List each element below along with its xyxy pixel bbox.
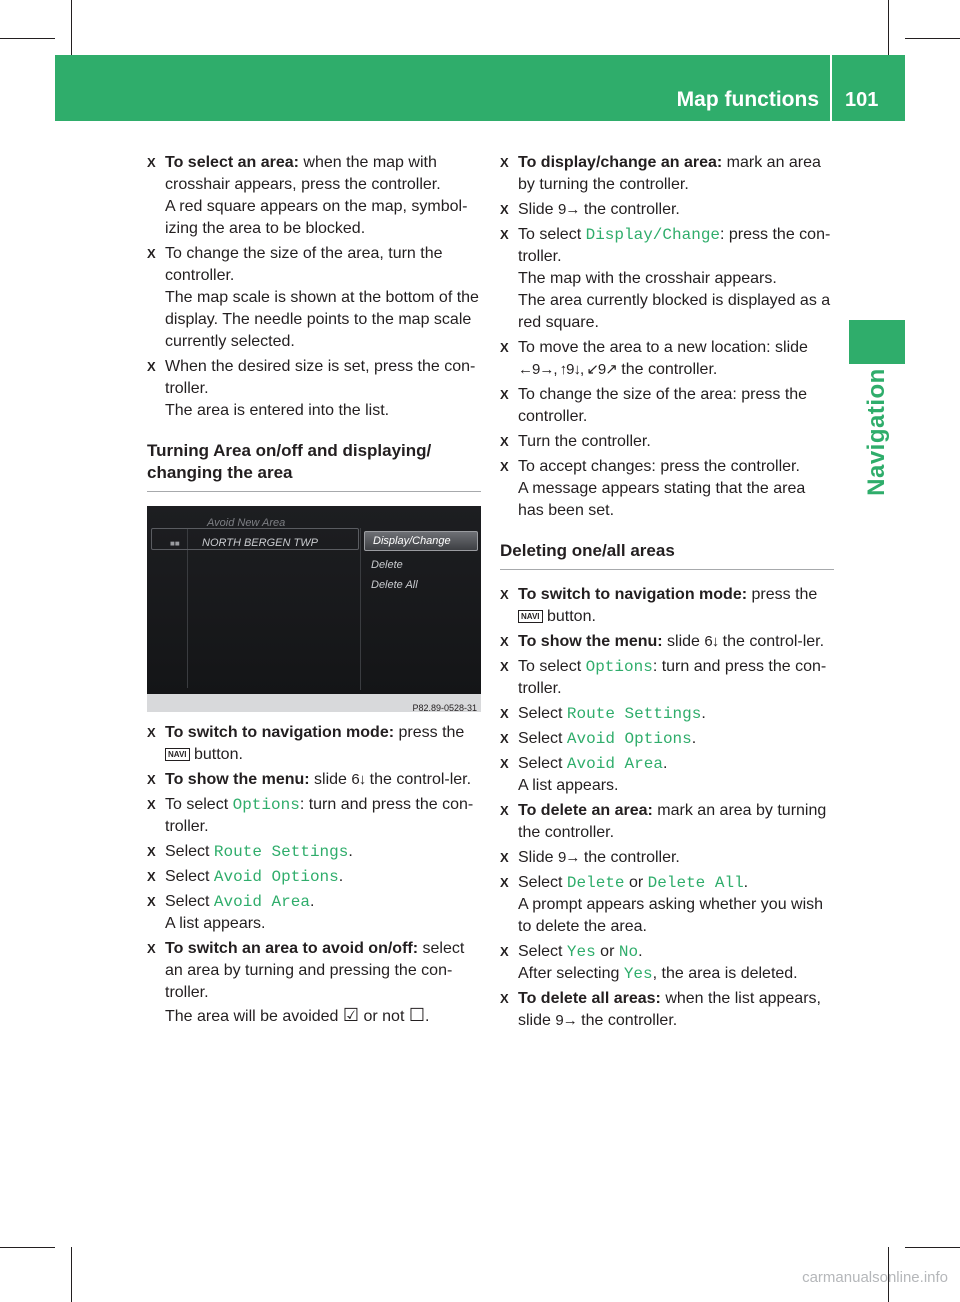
step-note: A prompt appears asking whether you wish to delete the area.	[518, 896, 824, 935]
step-text: To select	[518, 226, 586, 243]
menu-term: Yes	[623, 965, 653, 983]
step-marker: X	[500, 340, 509, 355]
menu-term: Route Settings	[213, 843, 349, 861]
step-marker: X	[500, 434, 509, 449]
list-item	[147, 794, 481, 838]
step-marker: X	[147, 155, 156, 170]
crop-mark	[905, 1247, 960, 1248]
step-note: A list appears.	[518, 777, 619, 794]
menu-term: Delete	[566, 874, 625, 892]
list-item	[147, 866, 481, 888]
step-text: To move the area to a new location: slide	[518, 339, 808, 356]
step-note: A red square appears on the map, symbol-izing the area to be blocked.	[165, 198, 468, 237]
list-item	[147, 769, 481, 791]
list-item	[147, 243, 481, 353]
navi-key-icon: NAVI	[165, 748, 190, 761]
step-text: : turn and press the con-troller.	[165, 796, 474, 835]
step-text: when the list appears, slide	[518, 990, 821, 1029]
menu-term: Delete All	[647, 874, 744, 892]
crop-mark	[71, 0, 72, 55]
list-item	[500, 384, 834, 428]
step-marker: X	[500, 875, 509, 890]
crop-mark	[888, 0, 889, 55]
step-marker: X	[500, 706, 509, 721]
step-note: .	[424, 1008, 430, 1025]
list-item	[500, 337, 834, 381]
list-item	[147, 152, 481, 240]
menu-term: Avoid Area	[566, 755, 663, 773]
screen-row-avoid-new-area: Avoid New Area	[207, 517, 286, 529]
list-item	[147, 356, 481, 422]
checkbox-checked-icon: ☑	[342, 1005, 360, 1025]
step-text: Select	[165, 843, 214, 860]
list-item	[500, 728, 834, 750]
step-marker: X	[147, 844, 156, 859]
header-title: Map functions	[676, 88, 819, 111]
step-text: press the	[747, 586, 818, 603]
step-punct: .	[662, 755, 668, 772]
step-text: Slide	[518, 201, 559, 218]
step-text: Select	[165, 893, 214, 910]
step-text: press the	[394, 724, 465, 741]
step-punct: .	[338, 868, 344, 885]
step-text: slide	[309, 771, 352, 788]
list-item	[500, 584, 834, 628]
list-item	[500, 456, 834, 522]
step-note: , the area is deleted.	[652, 965, 798, 982]
step-marker: X	[500, 756, 509, 771]
step-marker: X	[500, 803, 509, 818]
step-marker: X	[500, 659, 509, 674]
step-text: When the desired size is set, press the con-troller.	[165, 358, 476, 397]
step-text: the controller.	[579, 849, 680, 866]
step-text: Select	[518, 943, 567, 960]
right-column	[500, 152, 834, 1035]
header-divider	[830, 55, 832, 121]
step-marker: X	[500, 731, 509, 746]
step-text: To select	[165, 796, 233, 813]
step-note: The area will be avoided	[165, 1008, 343, 1025]
step-lead: To switch to navigation mode:	[518, 586, 748, 603]
menu-term: Options	[232, 796, 300, 814]
step-note: The map with the crosshair appears.	[518, 270, 777, 287]
list-item	[147, 891, 481, 935]
step-marker: X	[147, 894, 156, 909]
list-item	[500, 631, 834, 653]
section-label: Navigation	[863, 368, 890, 496]
step-punct: .	[691, 730, 697, 747]
step-text: : press the con-troller.	[518, 226, 831, 265]
controller-icon: ←9→, ↑9↓, ↙9↗	[518, 361, 617, 378]
menu-term: Avoid Area	[213, 893, 310, 911]
step-text: the controller.	[616, 361, 718, 378]
watermark: carmanualsonline.info	[802, 1269, 948, 1286]
step-punct: .	[309, 893, 315, 910]
heading-rule	[500, 569, 834, 570]
step-lead: To switch an area to avoid on/off:	[165, 940, 419, 957]
step-text: when the map with crosshair appears, press the controller.	[165, 154, 441, 193]
step-text: Slide	[518, 849, 559, 866]
step-text: or	[595, 943, 619, 960]
menu-term: Yes	[566, 943, 596, 961]
controller-icon: 9→	[555, 1012, 577, 1029]
step-marker: X	[147, 797, 156, 812]
crop-mark	[0, 38, 55, 39]
step-marker: X	[500, 991, 509, 1006]
list-item	[147, 722, 481, 766]
step-punct: .	[348, 843, 353, 860]
screen-divider	[187, 528, 188, 688]
list-item	[500, 703, 834, 725]
menu-delete-all: Delete All	[371, 579, 418, 591]
step-lead: To select an area:	[165, 154, 299, 171]
controller-icon: 9→	[558, 201, 580, 218]
step-marker: X	[500, 387, 509, 402]
crop-mark	[71, 1247, 72, 1302]
list-item	[500, 152, 834, 196]
page-header	[55, 55, 905, 121]
menu-term: Display/Change	[585, 226, 721, 244]
step-text: mark an area by turning the controller.	[518, 154, 821, 193]
crop-mark	[905, 38, 960, 39]
step-marker: X	[500, 459, 509, 474]
step-marker: X	[147, 772, 156, 787]
step-marker: X	[500, 155, 509, 170]
step-text: or	[624, 874, 648, 891]
step-text: Select	[518, 755, 567, 772]
menu-delete: Delete	[371, 559, 403, 571]
step-text: To accept changes: press the controller.	[518, 458, 800, 475]
controller-icon: 6↓	[704, 633, 719, 650]
step-text: the control-ler.	[718, 633, 825, 650]
step-text: button.	[189, 746, 243, 763]
step-marker: X	[147, 725, 156, 740]
list-item	[500, 753, 834, 797]
step-marker: X	[147, 359, 156, 374]
step-marker: X	[500, 202, 509, 217]
image-code: P82.89-0528-31	[412, 703, 477, 712]
step-note: A list appears.	[165, 915, 266, 932]
step-lead: To show the menu:	[165, 771, 310, 788]
list-item	[500, 224, 834, 334]
step-text: To change the size of the area: press the controller.	[518, 386, 808, 425]
step-note: A message appears stating that the area has been set.	[518, 480, 806, 519]
crop-mark	[0, 1247, 55, 1248]
step-text: the controller.	[579, 201, 680, 218]
step-punct: .	[638, 943, 643, 960]
area-name: NORTH BERGEN TWP	[202, 537, 318, 549]
step-text: the controller.	[576, 1012, 678, 1029]
screen-row-area	[151, 528, 359, 550]
list-item	[147, 841, 481, 863]
step-marker: X	[147, 941, 156, 956]
list-item	[147, 938, 481, 1028]
menu-term: Options	[585, 658, 653, 676]
step-lead: To display/change an area:	[518, 154, 723, 171]
step-text: To change the size of the area, turn the controller.	[165, 245, 443, 284]
list-item	[500, 656, 834, 700]
step-note: The area currently blocked is displayed as a red square.	[518, 292, 831, 331]
list-item	[500, 199, 834, 221]
left-column	[147, 152, 481, 1031]
heading-rule	[147, 491, 481, 492]
step-marker: X	[500, 634, 509, 649]
list-item	[500, 431, 834, 453]
step-marker: X	[500, 850, 509, 865]
step-marker: X	[500, 587, 509, 602]
step-text: Turn the controller.	[518, 433, 651, 450]
controller-icon: 9→	[558, 849, 580, 866]
navi-key-icon: NAVI	[518, 610, 543, 623]
step-text: Select	[518, 705, 567, 722]
step-marker: X	[500, 227, 509, 242]
section-heading: Turning Area on/off and displaying/ changing the area	[147, 441, 432, 482]
step-lead: To delete all areas:	[518, 990, 661, 1007]
step-marker: X	[147, 869, 156, 884]
menu-term: No	[618, 943, 639, 961]
step-text: Select	[518, 874, 567, 891]
display-screenshot	[147, 506, 481, 712]
step-marker: X	[500, 944, 509, 959]
list-item	[500, 847, 834, 869]
step-text: Select	[165, 868, 214, 885]
menu-term: Avoid Options	[566, 730, 692, 748]
menu-term: Avoid Options	[213, 868, 339, 886]
step-text: : turn and press the con-troller.	[518, 658, 827, 697]
section-tab	[849, 320, 905, 364]
controller-icon: 6↓	[351, 771, 366, 788]
area-icon: ■■	[170, 539, 180, 548]
list-item	[500, 941, 834, 985]
step-punct: .	[701, 705, 706, 722]
step-note: The area is entered into the list.	[165, 402, 390, 419]
screen-menu	[360, 528, 478, 690]
step-note: After selecting	[518, 965, 624, 982]
step-note: or not	[359, 1008, 409, 1025]
step-text: Select	[518, 730, 567, 747]
page-number: 101	[845, 89, 879, 111]
list-item	[500, 800, 834, 844]
step-punct: .	[743, 874, 749, 891]
step-lead: To switch to navigation mode:	[165, 724, 395, 741]
checkbox-empty-icon: ☐	[408, 1005, 425, 1025]
step-text: To select	[518, 658, 586, 675]
step-text: select an area by turning and pressing the con-troller.	[165, 940, 465, 1001]
section-heading: Deleting one/all areas	[500, 541, 675, 560]
menu-display-change: Display/Change	[364, 531, 478, 551]
step-text: mark an area by turning the controller.	[518, 802, 827, 841]
menu-term: Route Settings	[566, 705, 702, 723]
step-marker: X	[147, 246, 156, 261]
step-text: slide	[662, 633, 705, 650]
list-item	[500, 988, 834, 1032]
list-item	[500, 872, 834, 938]
step-text: the control-ler.	[365, 771, 472, 788]
screen-caption-bar	[147, 694, 481, 712]
step-lead: To delete an area:	[518, 802, 653, 819]
step-text: button.	[542, 608, 596, 625]
step-note: The map scale is shown at the bottom of the display. The needle points to the map scale currently selected.	[165, 289, 479, 350]
step-lead: To show the menu:	[518, 633, 663, 650]
